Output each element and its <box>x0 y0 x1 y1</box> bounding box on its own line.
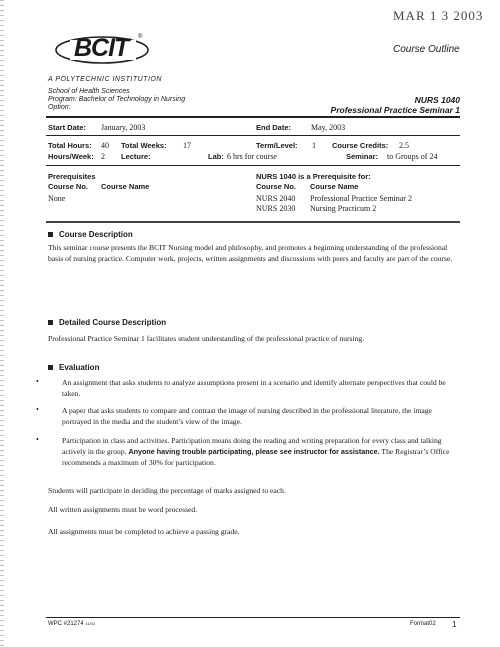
total-weeks-label: Total Weeks: <box>121 141 167 150</box>
evaluation-item <box>62 435 462 468</box>
footer-divider <box>46 617 460 618</box>
end-date-value: May, 2003 <box>311 123 346 132</box>
prereq-for-col-no: Course No. <box>256 182 297 191</box>
course-description-text: This seminar course presents the BCIT Nursing model and philosophy, and promotes a beginning understanding of the professional basis of nursing practice. Computer work, projects, written assignments and discussions with peers and faculty are part of the course. <box>48 243 453 263</box>
total-hours-label: Total Hours: <box>48 141 92 150</box>
option-label: Option: <box>48 104 71 111</box>
evaluation-item: A paper that asks students to compare and contrast the image of nursing described in the professional literature, the image portrayed in the media and the student’s view of the image. <box>62 406 432 426</box>
course-title: Professional Practice Seminar 1 <box>330 105 460 115</box>
detailed-description-title: Detailed Course Description <box>59 318 167 327</box>
evaluation-note: All assignments must be completed to achieve a passing grade. <box>48 527 240 536</box>
course-code: NURS 1040 <box>414 95 460 105</box>
logo-text: BCIT <box>74 34 129 62</box>
seminar-label: Seminar: <box>346 152 379 161</box>
prereq-for-heading: NURS 1040 is a Prerequisite for: <box>256 172 371 181</box>
registered-mark-icon: ® <box>138 34 143 40</box>
details-divider <box>46 135 460 136</box>
prereq-divider <box>46 221 460 223</box>
hours-week-label: Hours/Week: <box>48 152 94 161</box>
prereq-none: None <box>48 194 66 203</box>
evaluation-item-bold: Anyone having trouble participating, please see instructor for assistance. <box>128 447 380 456</box>
detailed-description-heading <box>48 318 166 327</box>
evaluation-item-tail: The Registrar’s Office recommends a maximum of 30% for participation. <box>62 447 450 467</box>
evaluation-item-text: Participation in class and activities. Participation means doing the reading and writing preparation for every class and talking actively in the group. <box>62 436 442 456</box>
credits-label: Course Credits: <box>332 141 389 150</box>
form-number-text: WPC #21274 <box>48 621 84 627</box>
end-date-label: End Date: <box>256 123 292 132</box>
date-stamp: MAR 1 3 2003 <box>393 8 484 23</box>
term-label: Term/Level: <box>256 141 298 150</box>
square-bullet-icon <box>48 320 53 325</box>
evaluation-note: Students will participate in deciding the percentage of marks assigned to each. <box>48 486 286 495</box>
total-weeks-value: 17 <box>183 141 191 150</box>
scan-edge-marks <box>0 0 4 647</box>
square-bullet-icon <box>48 232 53 237</box>
prereq-for-row-no: NURS 2030 <box>256 204 296 213</box>
prereq-col-name: Course Name <box>101 182 150 191</box>
lab-label: Lab: <box>208 152 224 161</box>
prereq-heading: Prerequisites <box>48 172 96 181</box>
header-divider <box>46 116 460 118</box>
course-description-title: Course Description <box>59 230 133 239</box>
term-value: 1 <box>312 141 316 150</box>
total-hours-value: 40 <box>101 141 109 150</box>
hours-week-value: 2 <box>101 152 105 161</box>
format-label: Format02 <box>410 621 436 627</box>
start-date-label: Start Date: <box>48 123 86 132</box>
credits-value: 2.5 <box>399 141 409 150</box>
doc-type: Course Outline <box>393 44 460 55</box>
prereq-for-row-no: NURS 2040 <box>256 194 296 203</box>
start-date-value: January, 2003 <box>101 123 146 132</box>
detailed-description-text: Professional Practice Seminar 1 facilitates student understanding of the professional practice of nursing. <box>48 334 365 343</box>
bullet-dot-icon: • <box>36 435 39 444</box>
evaluation-note: All written assignments must be word processed. <box>48 505 198 514</box>
form-number <box>48 621 95 627</box>
details-divider-2 <box>46 165 460 166</box>
school-name: School of Health Sciences <box>48 88 130 95</box>
institute-tagline: A POLYTECHNIC INSTITUTION <box>48 76 162 83</box>
prereq-col-no: Course No. <box>48 182 89 191</box>
lab-value: 6 hrs for course <box>227 152 277 161</box>
evaluation-item: An assignment that asks students to analyze assumptions present in a scenario and identify alternate perspectives that could be taken. <box>62 378 446 398</box>
page-number: 1 <box>452 620 457 629</box>
course-description-heading <box>48 230 133 239</box>
lecture-label: Lecture: <box>121 152 151 161</box>
seminar-value: to Groups of 24 <box>387 152 438 161</box>
bullet-dot-icon: • <box>36 377 39 386</box>
prereq-for-row-name: Nursing Practicum 2 <box>310 204 377 213</box>
bullet-dot-icon: • <box>36 405 39 414</box>
square-bullet-icon <box>48 365 53 370</box>
program-name: Program: Bachelor of Technology in Nursing <box>48 96 186 103</box>
form-date: 11/02 <box>85 621 96 626</box>
prereq-for-row-name: Professional Practice Seminar 2 <box>310 194 412 203</box>
evaluation-heading <box>48 363 99 372</box>
evaluation-title: Evaluation <box>59 363 100 372</box>
bcit-logo <box>50 28 160 70</box>
prereq-for-col-name: Course Name <box>310 182 359 191</box>
